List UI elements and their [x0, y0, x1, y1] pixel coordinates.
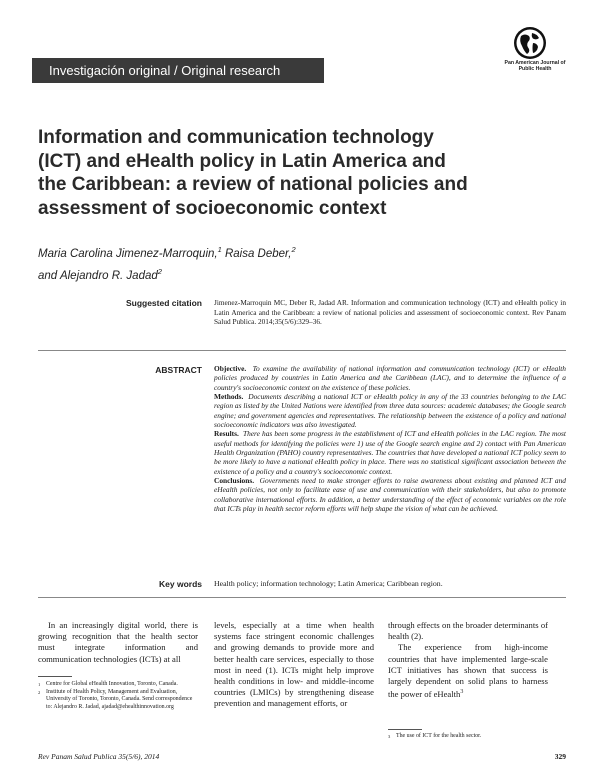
journal-name: Pan American Journal of Public Health [504, 60, 566, 72]
footnote-1-text: Centre for Global eHealth Innovation, Toronto, Canada. [46, 681, 178, 687]
body-column-2 [214, 620, 374, 710]
paragraph: through effects on the broader determinants of health (2). [388, 620, 548, 642]
divider [38, 597, 566, 598]
methods-text: Documents describing a national ICT or eHealth policy in any of the 33 countries belonging to the LAC region as listed by the United Nations were identified from three data sources: academic databases; the Google search engine; and government agencies and representatives. The relationship between the existence of a policy and national socioeconomic indicators was also investigated. [214, 392, 566, 430]
paragraph: levels, especially at a time when health systems face stringent economic challenges and growing demands to provide more and better health care services, especially to those most in need (1). ICTs might help improve health conditions in low- and middle-income countries (LMICs) by strengthening disease prevention and management efforts, or [214, 620, 374, 709]
citation-text: Jimenez-Marroquin MC, Deber R, Jadad AR. Information and communication technology (ICT) and eHealth policy in Latin America and the Caribbean: a review of national policies and assessment of socioeconomic context. Rev Panam Salud Publica. 2014;35(5/6):329–36. [214, 298, 566, 327]
citation-label: Suggested citation [125, 298, 202, 308]
footnote-3 [388, 733, 548, 740]
abstract-body [214, 364, 566, 514]
conclusions-label: Conclusions. [214, 476, 255, 486]
abstract-label: ABSTRACT [155, 365, 202, 375]
footnote-1-number: 1 [38, 682, 41, 687]
author-1-affiliation: 1 [217, 245, 222, 254]
abstract-results [214, 429, 566, 476]
paragraph-text: The experience from high-income countries that have implemented large-scale ICT initiatives has shown that success is largely dependent on solid plans to harness the power of eHealth [388, 642, 548, 700]
conclusions-text: Governments need to make stronger efforts to raise awareness about existing and planned ICT and eHealth policies, not only to facilitate ease of use and communication with their stakeholders, but also to promote collaborative international efforts. In addition, a better understanding of the effect of economic variables on the role that ICTs play in health sector reform efforts will help shape the vision of what can be achieved. [214, 476, 566, 514]
footnote-rule [388, 729, 422, 730]
footnote-rule [38, 676, 72, 677]
results-label: Results. [214, 429, 239, 439]
keywords-text: Health policy; information technology; Latin America; Caribbean region. [214, 579, 443, 588]
author-2-affiliation: 2 [291, 245, 296, 254]
body-column-1 [38, 620, 198, 665]
objective-label: Objective. [214, 364, 247, 373]
paragraph: In an increasingly digital world, there is growing recognition that the health sector must integrate information and communication technologies (ICTs) at all [38, 620, 198, 664]
author-1: Maria Carolina Jimenez-Marroquin, [38, 247, 218, 260]
keywords-label: Key words [159, 579, 202, 589]
footer-journal: Rev Panam Salud Publica 35(5/6), 2014 [38, 752, 160, 761]
footnote-ref: 3 [460, 689, 464, 696]
author-2: Raisa Deber, [221, 247, 292, 260]
journal-logo [500, 26, 570, 82]
paragraph [388, 642, 548, 700]
footnotes [38, 681, 198, 711]
divider [38, 350, 566, 351]
abstract-objective [214, 364, 566, 392]
author-list [38, 241, 438, 285]
footnote-1 [38, 681, 198, 688]
author-3-affiliation: 2 [157, 266, 162, 276]
abstract-conclusions [214, 476, 566, 513]
objective-text: To examine the availability of national information and communication technology (ICT) or eHealth policies produced by countries in Latin America and the Caribbean (LAC), and to determine the influence of a country's socioeconomic context on the existence of these policies. [214, 364, 566, 392]
results-text: There has been some progress in the establishment of ICT and eHealth policies in the LAC region. The most useful methods for identifying the policies were 1) use of the Google search engine and 2) contact with Pan American Health Organization (PAHO) country representatives. The countries that have developed a national ICT policy seem to be more likely to have a national eHealth policy in place. There was no statistical significant association between the existence of a policy and a country's socioeconomic context. [214, 429, 566, 476]
page-number: 329 [554, 752, 566, 761]
section-banner: Investigación original / Original research [32, 58, 324, 83]
globe-icon [513, 26, 547, 60]
footnote-2-number: 2 [38, 690, 41, 696]
body-column-3 [388, 620, 548, 700]
footnote-3-text: The use of ICT for the health sector. [396, 733, 482, 739]
article-title: Information and communication technology (ICT) and eHealth policy in Latin America and the Caribbean: a review of national policies and assessment of socioeconomic context [38, 127, 468, 219]
abstract-methods [214, 392, 566, 429]
methods-label: Methods. [214, 392, 244, 402]
footnote-2-text: Institute of Health Policy, Management and Evaluation, University of Toronto, Toronto, Canada. Send correspondence to: Alejandro R. Jadad, ajadad@ehealthinnovation.org [46, 689, 193, 710]
footnote-2 [38, 689, 198, 711]
author-3: and Alejandro R. Jadad [38, 269, 158, 282]
footnote-3-number: 3 [388, 734, 391, 739]
